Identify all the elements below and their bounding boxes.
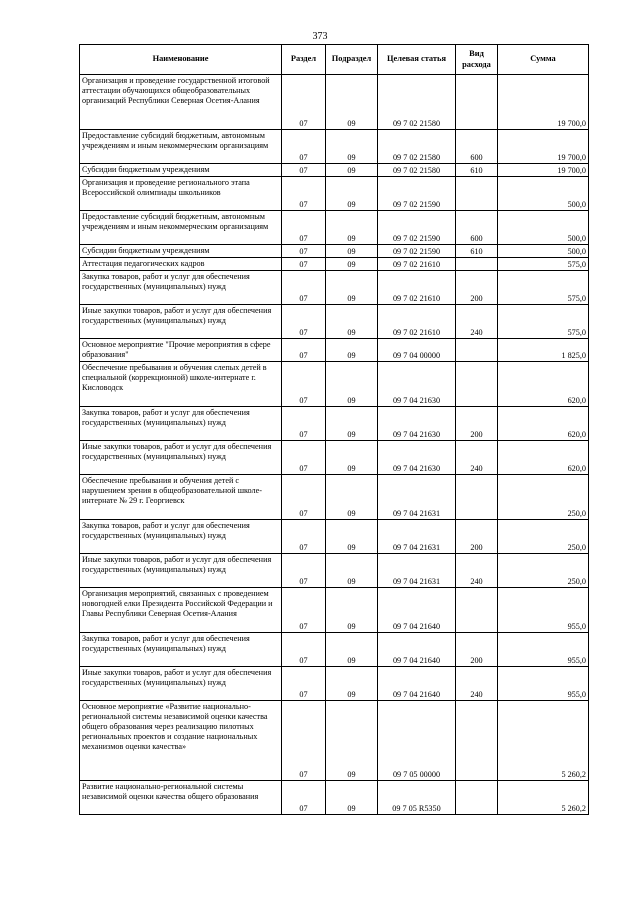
cell-name: Иные закупки товаров, работ и услуг для обеспечения государственных (муниципальных) нужд: [80, 554, 282, 588]
cell-podrazdel: 09: [326, 475, 378, 520]
cell-razdel: 07: [282, 164, 326, 177]
cell-name: Иные закупки товаров, работ и услуг для обеспечения государственных (муниципальных) нужд: [80, 305, 282, 339]
cell-razdel: 07: [282, 339, 326, 362]
header-row: [80, 45, 589, 75]
table-row: [80, 258, 589, 271]
cell-podrazdel: 09: [326, 245, 378, 258]
cell-summa: 955,0: [498, 588, 589, 633]
cell-name: Субсидии бюджетным учреждениям: [80, 245, 282, 258]
cell-name: Субсидии бюджетным учреждениям: [80, 164, 282, 177]
page-number: 373: [312, 31, 328, 42]
table-row: [80, 441, 589, 475]
cell-vid: 240: [456, 554, 498, 588]
cell-razdel: 07: [282, 441, 326, 475]
cell-name: Закупка товаров, работ и услуг для обеспечения государственных (муниципальных) нужд: [80, 271, 282, 305]
cell-name: Основное мероприятие "Прочие мероприятия в сфере образования": [80, 339, 282, 362]
cell-statya: 09 7 04 21631: [378, 520, 456, 554]
cell-statya: 09 7 05 00000: [378, 701, 456, 781]
cell-name: Иные закупки товаров, работ и услуг для обеспечения государственных (муниципальных) нужд: [80, 667, 282, 701]
cell-statya: 09 7 04 21630: [378, 407, 456, 441]
cell-podrazdel: 09: [326, 667, 378, 701]
cell-razdel: 07: [282, 701, 326, 781]
table-row: [80, 75, 589, 130]
cell-statya: 09 7 04 21630: [378, 441, 456, 475]
cell-razdel: 07: [282, 305, 326, 339]
cell-statya: 09 7 02 21580: [378, 75, 456, 130]
header-name: Наименование: [80, 45, 282, 75]
cell-podrazdel: 09: [326, 271, 378, 305]
table-row: [80, 211, 589, 245]
cell-summa: 620,0: [498, 441, 589, 475]
cell-vid: [456, 339, 498, 362]
cell-statya: 09 7 04 21640: [378, 633, 456, 667]
cell-summa: 500,0: [498, 211, 589, 245]
cell-vid: 200: [456, 633, 498, 667]
cell-podrazdel: 09: [326, 75, 378, 130]
table-row: [80, 245, 589, 258]
cell-vid: [456, 701, 498, 781]
cell-vid: 200: [456, 271, 498, 305]
cell-name: Аттестация педагогических кадров: [80, 258, 282, 271]
cell-podrazdel: 09: [326, 633, 378, 667]
cell-podrazdel: 09: [326, 407, 378, 441]
header-podrazdel: Подраздел: [326, 45, 378, 75]
table-row: [80, 362, 589, 407]
header-statya: Целевая статья: [378, 45, 456, 75]
cell-podrazdel: 09: [326, 588, 378, 633]
cell-name: Основное мероприятие «Развитие национально-региональной системы независимой оценки качества общего образования через реализацию пилотных региональных проектов и создание национальных механизмов оценки качества»: [80, 701, 282, 781]
budget-table: [79, 44, 589, 815]
cell-razdel: 07: [282, 130, 326, 164]
cell-vid: 600: [456, 211, 498, 245]
cell-name: Закупка товаров, работ и услуг для обеспечения государственных (муниципальных) нужд: [80, 407, 282, 441]
table-row: [80, 271, 589, 305]
cell-podrazdel: 09: [326, 130, 378, 164]
cell-podrazdel: 09: [326, 701, 378, 781]
cell-summa: 575,0: [498, 305, 589, 339]
cell-razdel: 07: [282, 520, 326, 554]
cell-vid: 200: [456, 520, 498, 554]
cell-podrazdel: 09: [326, 339, 378, 362]
cell-vid: 240: [456, 305, 498, 339]
cell-razdel: 07: [282, 75, 326, 130]
cell-vid: [456, 75, 498, 130]
cell-razdel: 07: [282, 362, 326, 407]
cell-statya: 09 7 04 21640: [378, 667, 456, 701]
cell-vid: [456, 258, 498, 271]
cell-podrazdel: 09: [326, 441, 378, 475]
cell-summa: 500,0: [498, 177, 589, 211]
cell-vid: 610: [456, 164, 498, 177]
cell-summa: 19 700,0: [498, 75, 589, 130]
table-row: [80, 130, 589, 164]
header-razdel: Раздел: [282, 45, 326, 75]
cell-name: Иные закупки товаров, работ и услуг для обеспечения государственных (муниципальных) нужд: [80, 441, 282, 475]
cell-name: Закупка товаров, работ и услуг для обеспечения государственных (муниципальных) нужд: [80, 633, 282, 667]
table-row: [80, 554, 589, 588]
cell-statya: 09 7 04 00000: [378, 339, 456, 362]
cell-vid: [456, 781, 498, 815]
table-row: [80, 177, 589, 211]
cell-statya: 09 7 04 21631: [378, 475, 456, 520]
cell-razdel: 07: [282, 667, 326, 701]
table-row: [80, 339, 589, 362]
table-row: [80, 164, 589, 177]
cell-summa: 250,0: [498, 554, 589, 588]
cell-name: Обеспечение пребывания и обучения детей с нарушением зрения в общеобразовательной школе-интернате № 29 г. Георгиевск: [80, 475, 282, 520]
cell-statya: 09 7 05 R5350: [378, 781, 456, 815]
cell-statya: 09 7 02 21580: [378, 164, 456, 177]
cell-vid: 200: [456, 407, 498, 441]
cell-podrazdel: 09: [326, 305, 378, 339]
cell-razdel: 07: [282, 588, 326, 633]
cell-statya: 09 7 02 21580: [378, 130, 456, 164]
cell-razdel: 07: [282, 633, 326, 667]
cell-podrazdel: 09: [326, 164, 378, 177]
cell-summa: 5 260,2: [498, 701, 589, 781]
cell-summa: 5 260,2: [498, 781, 589, 815]
table-row: [80, 407, 589, 441]
cell-summa: 19 700,0: [498, 164, 589, 177]
cell-vid: 240: [456, 667, 498, 701]
cell-vid: 610: [456, 245, 498, 258]
cell-vid: [456, 475, 498, 520]
cell-podrazdel: 09: [326, 211, 378, 245]
cell-statya: 09 7 02 21610: [378, 305, 456, 339]
cell-podrazdel: 09: [326, 520, 378, 554]
cell-vid: 240: [456, 441, 498, 475]
cell-podrazdel: 09: [326, 258, 378, 271]
header-vid: Вид расхода: [456, 45, 498, 75]
cell-statya: 09 7 04 21631: [378, 554, 456, 588]
cell-podrazdel: 09: [326, 362, 378, 407]
cell-name: Обеспечение пребывания и обучения слепых детей в специальной (коррекционной) школе-интернате г. Кисловодск: [80, 362, 282, 407]
cell-razdel: 07: [282, 407, 326, 441]
table-row: [80, 667, 589, 701]
cell-name: Организация и проведение регионального этапа Всероссийской олимпиады школьников: [80, 177, 282, 211]
cell-statya: 09 7 02 21610: [378, 271, 456, 305]
cell-vid: [456, 177, 498, 211]
table-row: [80, 781, 589, 815]
cell-summa: 500,0: [498, 245, 589, 258]
cell-summa: 955,0: [498, 633, 589, 667]
cell-vid: [456, 362, 498, 407]
cell-summa: 620,0: [498, 362, 589, 407]
cell-name: Предоставление субсидий бюджетным, автономным учреждениям и иным некоммерческим организациям: [80, 130, 282, 164]
table-row: [80, 305, 589, 339]
cell-vid: [456, 588, 498, 633]
cell-statya: 09 7 02 21590: [378, 211, 456, 245]
cell-podrazdel: 09: [326, 781, 378, 815]
cell-name: Развитие национально-региональной системы независимой оценки качества общего образования: [80, 781, 282, 815]
cell-name: Предоставление субсидий бюджетным, автономным учреждениям и иным некоммерческим организациям: [80, 211, 282, 245]
table-row: [80, 633, 589, 667]
cell-statya: 09 7 02 21610: [378, 258, 456, 271]
cell-summa: 620,0: [498, 407, 589, 441]
cell-statya: 09 7 04 21630: [378, 362, 456, 407]
cell-statya: 09 7 02 21590: [378, 177, 456, 211]
cell-razdel: 07: [282, 211, 326, 245]
cell-vid: 600: [456, 130, 498, 164]
cell-name: Организация и проведение государственной итоговой аттестации обучающихся общеобразовательных организаций Республики Северная Осетия-Алания: [80, 75, 282, 130]
cell-summa: 955,0: [498, 667, 589, 701]
header-summa: Сумма: [498, 45, 589, 75]
cell-podrazdel: 09: [326, 554, 378, 588]
cell-summa: 250,0: [498, 475, 589, 520]
cell-summa: 575,0: [498, 258, 589, 271]
table-row: [80, 475, 589, 520]
cell-statya: 09 7 02 21590: [378, 245, 456, 258]
table-row: [80, 520, 589, 554]
cell-razdel: 07: [282, 781, 326, 815]
cell-summa: 250,0: [498, 520, 589, 554]
cell-name: Организация мероприятий, связанных с проведением новогодней елки Президента Российской Федерации и Главы Республики Северная Осетия-Алания: [80, 588, 282, 633]
cell-razdel: 07: [282, 258, 326, 271]
cell-razdel: 07: [282, 177, 326, 211]
cell-razdel: 07: [282, 271, 326, 305]
cell-summa: 575,0: [498, 271, 589, 305]
cell-razdel: 07: [282, 245, 326, 258]
cell-summa: 1 825,0: [498, 339, 589, 362]
cell-razdel: 07: [282, 554, 326, 588]
cell-name: Закупка товаров, работ и услуг для обеспечения государственных (муниципальных) нужд: [80, 520, 282, 554]
table-row: [80, 588, 589, 633]
cell-summa: 19 700,0: [498, 130, 589, 164]
table-row: [80, 701, 589, 781]
cell-statya: 09 7 04 21640: [378, 588, 456, 633]
cell-podrazdel: 09: [326, 177, 378, 211]
cell-razdel: 07: [282, 475, 326, 520]
